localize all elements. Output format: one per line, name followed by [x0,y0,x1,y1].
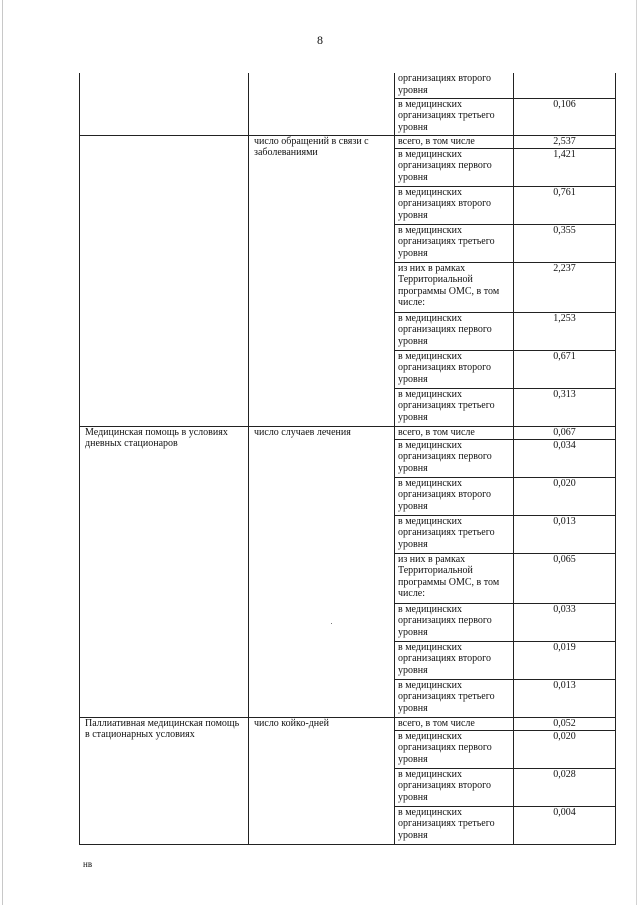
subcategory-cell: в медицинских организациях третьего уровня [395,515,514,553]
indicator-cell: число случаев лечения [249,426,395,717]
subcategory-cell: в медицинских организациях второго уровня [395,477,514,515]
scan-edge-right [636,0,637,905]
value-cell: 0,028 [514,768,616,806]
subcategory-cell: в медицинских организациях третьего уровня [395,806,514,844]
value-cell: 0,019 [514,641,616,679]
table-row [80,426,616,439]
table-row [80,717,616,730]
subcategory-cell: в медицинских организациях третьего уровня [395,98,514,135]
subcategory-cell: в медицинских организациях первого уровня [395,439,514,477]
subcategory-cell: в медицинских организациях второго уровня [395,350,514,388]
subcategory-cell: в медицинских организациях первого уровня [395,312,514,350]
value-cell: 0,761 [514,186,616,224]
subcategory-cell: в медицинских организациях второго уровня [395,768,514,806]
subcategory-cell: в медицинских организациях третьего уровня [395,388,514,426]
indicator-cell: число койко-дней [249,717,395,844]
value-cell: 0,020 [514,477,616,515]
value-cell: 0,020 [514,730,616,768]
section-cell: Паллиативная медицинская помощь в стационарных условиях [80,717,249,844]
value-cell: 0,065 [514,553,616,603]
value-cell: 0,671 [514,350,616,388]
value-cell: 2,237 [514,262,616,312]
value-cell: 0,004 [514,806,616,844]
indicators-table [79,73,616,845]
subcategory-cell: в медицинских организациях третьего уровня [395,224,514,262]
table-row [80,135,616,148]
section-cell: Медицинская помощь в условиях дневных стационаров [80,426,249,717]
scan-edge-left [2,0,3,905]
subcategory-cell: всего, в том числе [395,426,514,439]
footer-mark: нв [83,859,93,869]
value-cell: 0,013 [514,679,616,717]
value-cell: 0,052 [514,717,616,730]
value-cell: 0,313 [514,388,616,426]
section-cell [80,73,249,135]
indicator-cell: число обращений в связи с заболеваниями [249,135,395,426]
value-cell: 0,033 [514,603,616,641]
subcategory-cell: в медицинских организациях первого уровня [395,603,514,641]
value-cell [514,73,616,98]
page-number: 8 [317,33,323,47]
subcategory-cell: в медицинских организациях второго уровня [395,641,514,679]
subcategory-cell: всего, в том числе [395,135,514,148]
indicator-cell [249,73,395,135]
value-cell: 0,106 [514,98,616,135]
value-cell: 2,537 [514,135,616,148]
value-cell: 1,421 [514,148,616,186]
subcategory-cell: из них в рамках Территориальной программы ОМС, в том числе: [395,553,514,603]
value-cell: 0,067 [514,426,616,439]
value-cell: 0,034 [514,439,616,477]
subcategory-cell: в медицинских организациях второго уровня [395,186,514,224]
subcategory-cell: в медицинских организациях третьего уровня [395,679,514,717]
value-cell: 1,253 [514,312,616,350]
section-cell [80,135,249,426]
subcategory-cell: в медицинских организациях первого уровня [395,148,514,186]
subcategory-cell: в медицинских организациях первого уровня [395,730,514,768]
value-cell: 0,355 [514,224,616,262]
subcategory-cell: организациях второго уровня [395,73,514,98]
value-cell: 0,013 [514,515,616,553]
subcategory-cell: из них в рамках Территориальной программы ОМС, в том числе: [395,262,514,312]
table-row [80,73,616,98]
subcategory-cell: всего, в том числе [395,717,514,730]
